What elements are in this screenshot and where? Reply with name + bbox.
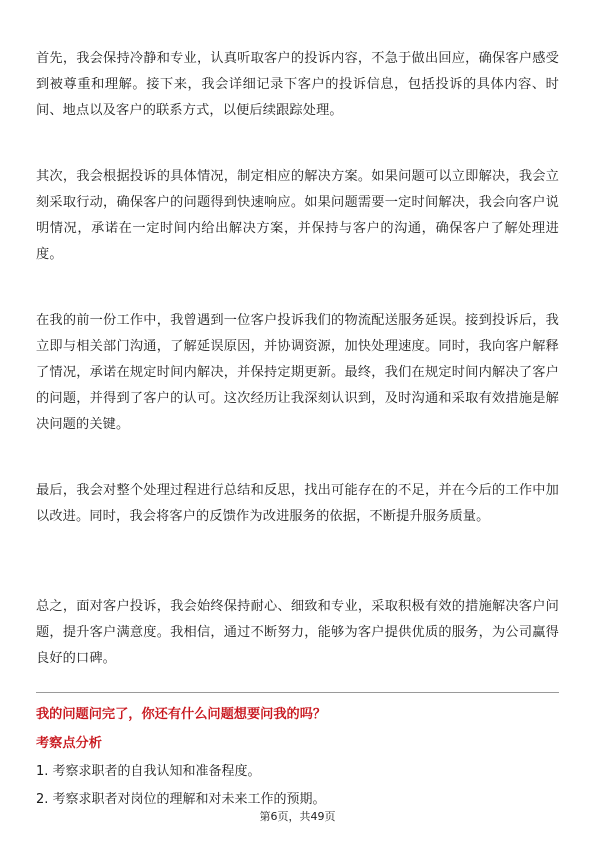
answer-paragraph-1: 首先，我会保持冷静和专业，认真听取客户的投诉内容，不急于做出回应，确保客户感受到被尊重和理解。接下来，我会详细记录下客户的投诉信息，包括投诉的具体内容、时间、地点以及客户的联系方式，以便后续跟踪处理。 — [36, 51, 559, 118]
answer-paragraph-2: 其次，我会根据投诉的具体情况，制定相应的解决方案。如果问题可以立即解决，我会立刻采取行动，确保客户的问题得到快速响应。如果问题需要一定时间解决，我会向客户说明情况，承诺在一定时间内给出解决方案，并保持与客户的沟通，确保客户了解处理进度。 — [36, 169, 559, 262]
analysis-heading: 考察点分析 — [36, 736, 102, 751]
answer-paragraph-5: 总之，面对客户投诉，我会始终保持耐心、细致和专业，采取积极有效的措施解决客户问题，提升客户满意度。我相信，通过不断努力，能够为客户提供优质的服务，为公司赢得良好的口碑。 — [36, 599, 559, 666]
analysis-point: 2. 考察求职者对岗位的理解和对未来工作的预期。 — [36, 792, 326, 807]
section-divider — [36, 692, 559, 693]
answer-paragraph-4: 最后，我会对整个处理过程进行总结和反思，找出可能存在的不足，并在今后的工作中加以改进。同时，我会将客户的反馈作为改进服务的依据，不断提升服务质量。 — [36, 483, 559, 524]
next-question: 我的问题问完了，你还有什么问题想要问我的吗？ — [36, 707, 327, 722]
analysis-point: 1. 考察求职者的自我认知和准备程度。 — [36, 764, 261, 779]
page-number-footer: 第6页，共49页 — [259, 810, 336, 823]
analysis-points-list — [36, 758, 326, 814]
answer-paragraph-3: 在我的前一份工作中，我曾遇到一位客户投诉我们的物流配送服务延误。接到投诉后，我立即与相关部门沟通，了解延误原因，并协调资源，加快处理速度。同时，我向客户解释了情况，承诺在规定时间内解决，并保持定期更新。最终，我们在规定时间内解决了客户的问题，并得到了客户的认可。这次经历让我深刻认识到，及时沟通和采取有效措施是解决问题的关键。 — [36, 313, 559, 432]
